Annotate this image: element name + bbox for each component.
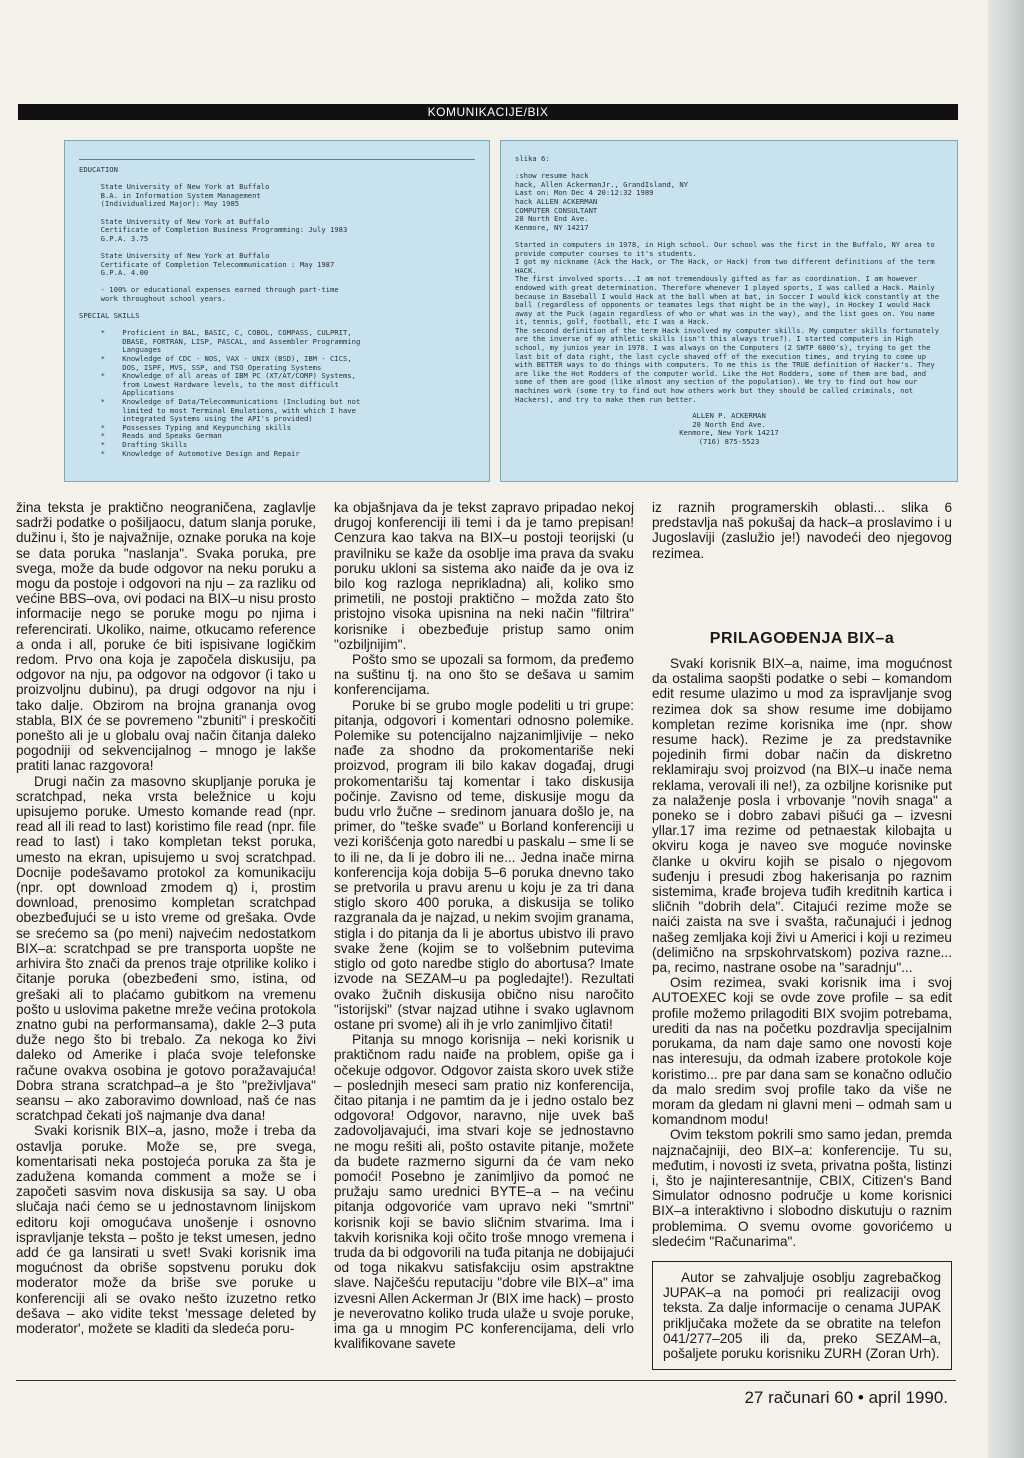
magazine-name: računari 60: [768, 1388, 854, 1407]
paragraph: Pitanja su mnogo korisnija – neki korisnik u praktičnom radu naiđe na problem, opiše ga i očekuje odgovor. Odgovor zaista skoro uvek stiže – poslednjih meseci sam pratio niz konferencija, čitao pitanja i ne pamtim da je i jedno ostalo bez odgovora! Odgovor, naravno, nije uvek baš zadovoljavajući, ima stvari koje se jednostavno ne mogu rešiti ali, pošto ostavite pitanje, možete da budete razmerno sigurni da će vam neko pomoći! Posebno je zanimljivo da pomoć ne pružaju samo urednici BYTE–a – na većinu pitanja odgovoriće vam upravo neki "smrtni" korisnik koji se bavio sličnim stvarima. Ima i takvih korisnika koji očito troše mnogo vremena i truda da bi odgovorili na tuđa pitanja ne dobijajući od toga nikakvu satisfakciju osim apstraktne slave. Najčešću reputaciju "dobre vile BIX–a" ima izvesni Allen Ackerman Jr (BIX ime hack) – prosto je neverovatno koliko truda ulaže u svoje poruke, ima ga u mnogim PC konferencijama, deli vrlo kvalifikovane savete: [334, 1032, 634, 1352]
paragraph: ka objašnjava da je tekst zapravo pripadao nekoj drugoj konferenciji ili temi i da je tamo prepisan! Cenzura kao takva na BIX–u postoji teorijski (u pravilniku se kaže da osoblje ima prava da svaku poruku ukloni sa sistema ako naiđe da je ova iz bilo kog razloga neprikladna) ali, koliko smo primetili, ne postoji praktično – možda zato što pristojno visoka upisnina na neki način "filtrira" korisnike i obezbeđuje pristup samo onim "ozbiljnijim".: [334, 500, 634, 652]
subheading: PRILAGOĐENJA BIX–a: [709, 629, 895, 647]
paragraph: Poruke bi se grubo mogle podeliti u tri grupe: pitanja, odgovori i komentari odnosno polemike. Polemike su potencijalno najzanimljivije – neko nađe za shodno da prokomentariše neki proizvod, program ili bilo kakav događaj, drugi prokomentarišu taj komentar i tako diskusija počinje. Zavisno od teme, diskusije mogu da budu vrlo žučne – sredinom januara došlo je, na primer, do "teške svađe" u Borland konferenciji u vezi korišćenja goto naredbi u paskalu – sme li se to ili ne, da li je dobro ili ne... Jedna inače mirna konferencija koja dobija 5–6 poruka dnevno tako se pretvorila u pravu arenu u koju je za tri dana stiglo skoro 400 poruka, a diskusija se toliko razgranala da je najzad, u nekim svojim granama, stigla i do pitanja da li je abortus ubistvo ili pravo svake žene (kojim se to volšebnim putevima stiglo od goto naredbe stiglo do abortusa? Imate izvode na SEZAM–u pa pogledajte!). Rezultati ovako žučnih diskusija obično nisu naročito "istorijski" (stvar najzad utihne i svako uglavnom ostane pri svome) ali ih je vrlo zanimljivo čitati!: [334, 697, 634, 1032]
paragraph: Osim rezimea, svaki korisnik ima i svoj AUTOEXEC koji se ovde zove profile – sa edit profile možemo prilagoditi BIX svojim potrebama, urediti da nas na početku pozdravlja specijalnim porukama, da nam daje samo one novosti koje nas interesuju, da odmah izabere protokole koje koristimo... pre par dana sam se konačno odlučio da malo sredim svoj profile tako da više ne moram da gledam ni glavni meni – odmah sam u komandnom modu!: [652, 975, 952, 1128]
divider: [79, 159, 475, 160]
column-3: [652, 500, 952, 1370]
figure-6-box: [500, 140, 958, 482]
resume-listing-box: [64, 140, 490, 482]
paragraph: Ovim tekstom pokrili smo samo jedan, premda najznačajniji, deo BIX–a: konferencije. Tu su, međutim, i novosti iz sveta, privatna pošta, listinzi i, što je najinteresantnije, CBIX, Citizen's Band Simulator odnosno područje u kome korisnici BIX–a interaktivno i slobodno diskutuju o raznim problemima. O svemu ovome govorićemo u sledećim "Računarima".: [652, 1127, 952, 1249]
paragraph: iz raznih programerskih oblasti... slika 6 predstavlja naš pokušaj da hack–a proslavimo i u Jugoslaviji (zaslužio je!) navodeći deo njegovog rezimea.: [652, 500, 952, 561]
section-header: KOMUNIKACIJE/BIX: [18, 104, 958, 120]
issue-date: april 1990.: [868, 1388, 948, 1407]
paragraph: Svaki korisnik BIX–a, naime, ima mogućnost da ostalima saopšti podatke o sebi – komandom edit resume ulazimo u mod za ispravljanje svog rezimea dok sa show resume ime dobijamo kompletan rezime korisnika ime (npr. show resume hack). Rezime je za predstavnike pojedinih firmi dobar način da diskretno reklamiraju svoj proizvod (na BIX–u inače nema reklama, verovali ili ne!), za ozbiljne korisnike put za nalaženje posla i vrbovanje "novih snaga" a poneko se i dobro zabavi pišući ga – izvesni yllar.17 ima rezime od petnaestak kilobajta u okviru koga je naveo sve moguće novinske članke u okviru kojih se pisalo o njegovom suđenju i presudi zbog hakerisanja po raznim sistemima, krađe brojeva tuđih kreditnih kartica i sličnih "dobrih dela". Citajući rezime može se naići zaista na sve i svašta, računajući i jednog našeg zemljaka koji živi u Americi i koji u rezimeu (delimično na srpskohrvatskom) poziva razne... pa, recimo, nastrane osobe na "saradnju"...: [652, 656, 952, 976]
paragraph: Drugi način za masovno skupljanje poruka je scratchpad, neka vrsta beležnice u koju upisujemo poruke. Umesto komande read (npr. read all ili read to last) koristimo file read (npr. file read to last) i tako kompletan tekst poruka, umesto na ekran, upisujemo u svoj scratchpad. Docnije podešavamo protokol za komunikaciju (npr. opt download zmodem q) i, prostim download, prenosimo kompletan scratchpad obezbeđujući se u isto vreme od grešaka. Ovde se srećemo sa (po meni) najvećim nedostatkom BIX–a: scratchpad se pre transporta uopšte ne arhivira što znači da prenos traje otprilike koliko i čitanje poruka (obezbeđeni smo, istina, od grešaki ali to plaćamo gubitkom na vremenu pošto u uslovima paketne mreže većina protokola znatno gubi na performansama), dakle 2–3 puta duže nego što bi trebalo. Za nekoga ko živi daleko od Amerike i plaća svoje telefonske račune ovakva osobina je gotovo poražavajuća! Dobra strana scratchpad–a je što "preživljava" seansu – ako zaboravimo download, naš će nas scratchpad čekati još najmanje dva dana!: [16, 773, 316, 1124]
figure-6-listing: slika 6: :show resume hack hack, Allen AckermanJr., GrandIsland, NY Last on: Mon Dec 4 20:12:32 1989 hack ALLEN ACKERMAN COMPUTER CONSULTANT 20 North End Ave. Kenmore, NY 14217 Started in computers in 1978, in High school. Our school was the first in the Buffalo, NY area to provide computer courses to it's students. I got my nickname (Ack the Hack, or The Hack, or Hack) from two different definitions of the term HACK. The first involved sports...I am not tremendously gifted as far as coordination. I am however endowed with great determination. Therefore whenever I played sports, I was called a Hack. Mainly because in Baseball I would Hack at the ball when at bat, in Soccer I would kick constantly at the ball (regardless of opponents or teamates legs that might be in the way), in Hockey I would Hack away at the Puck (again regardless of who or what was in the way), and the list goes on. You name it, tennis, golf, football, etc I was a Hack. The second definition of the term Hack involved my computer skills. My computer skills fortunately are the inverse of my athletic skills (isn't this always true?). I started computers in High school, my junios year in 1978. I was always on the Computers (2 SWTP 6800's), trying to get the last bit of data right, the last cycle shaved off of the execution times, and trying to come up with BETTER ways to do things with computers. To me this is the TRUE definition of Hacker's. They are like the Hot Rodders of the computer world. Like the Hot Rodders, some of them are bad, and some of them are good (like almost any section of the population). We try to find out how our machines work (some try to find out how others work but they should be called criminals, not Hackers), and try to make them run better.: [515, 154, 940, 404]
paragraph: Pošto smo se upozali sa formom, da pređemo na suštinu tj. na ono što se dešava u samim konferencijama.: [334, 652, 634, 698]
acknowledgement-text: Autor se zahvaljuje osoblju zagrebačkog JUPAK–a na pomoći pri realizaciji ovog teksta. Za dalje informacije o cenama JUPAK priključaka možete da se obratite na telefon 041/277–205 ili da, preko SEZAM–a, pošaljete poruku korisniku ZURH (Zoran Urh).: [663, 1269, 941, 1361]
page-footer: [744, 1388, 948, 1408]
column-1: [16, 500, 316, 1336]
figure-6-signature: ALLEN P. ACKERMAN 20 North End Ave. Kenmore, New York 14217 (716) 875-5523: [679, 411, 779, 446]
page-edge: [988, 0, 1024, 1458]
bullet-icon: •: [857, 1388, 864, 1407]
article-body: [16, 500, 960, 1380]
column-2: [334, 500, 634, 1351]
paragraph: žina teksta je praktično neograničena, zaglavlje sadrži podatke o pošiljaocu, datum slanja poruke, dužinu i, što je najvažnije, oznake poruka na koje se data poruka "naslanja". Svaka poruka, pre svega, može da bude odgovor na neku poruku a mogu da postoje i odgovori na nju – za razliku od većine BBS–ova, ovi podaci na BIX–u nisu prosto informacije nego se poruke mogu po njima i referencirati. Ukoliko, naime, otkucamo reference a onda i all, poruke će biti ispisivane logičkim redom. Prvo ona koja je započela diskusiju, pa odgovor na nju, pa odgovor na odgovor (i tako u proizvoljnu dubinu), pa drugi odgovor na nju i tako dalje. Obzirom na brojna grananja ovog stabla, BIX će se povremeno "zbuniti" i preskočiti ponešto ali je u globalu ovaj način čitanja daleko pogodniji od sekvencijalnog – mnogo je lakše pratiti lanac razgovora!: [16, 500, 316, 774]
page-number: 27: [744, 1388, 764, 1407]
acknowledgement-box: [652, 1261, 952, 1370]
footer-rule: [16, 1380, 956, 1381]
education-skills-listing: EDUCATION State University of New York at Buffalo B.A. in Information System Management (Individualized Major): May 1985 State University of New York at Buffalo Certificate of Completion Business Programming: July 1983 G.P.A. 3.75 State University of New York at Buffalo Certificate of Completion Telecommunication : May 1987 G.P.A. 4.00 - 100% or educational expenses earned through part-time work throughout school years. SPECIAL SKILLS * Proficient in BAL, BASIC, C, COBOL, COMPASS, CULPRIT, DBASE, FORTRAN, LISP, PASCAL, and Assembler Programming Languages * Knowledge of CDC - NOS, VAX - UNIX (BSD), IBM - CICS, DOS, ISPF, MVS, SSP, and TSO Operating Systems * Knowledge of all areas of IBM PC (XT/AT/COMP) Systems, from Lowest Hardware levels, to the most difficult Applications * Knowledge of Data/Telecommunications (Including but not limited to most Terminal Emulations, with which I have integrated Systems using the API's provided) * Possesses Typing and Keypunching skills * Reads and Speaks German * Drafting Skills * Knowledge of Automotive Design and Repair: [79, 165, 361, 458]
paragraph: Svaki korisnik BIX–a, jasno, može i treba da ostavlja poruke. Može se, pre svega, komentarisati neka postojeća poruka za šta je zadužena komanda comment a može se i započeti sasvim nova diskusija sa say. U oba slučaja naći ćemo se u jednostavnom linijskom editoru koji omogućava unošenje i osnovno ispravljanje teksta – pošto je tekst umesen, jedno add će ga lansirati u svet! Svaki korisnik ima mogućnost da obriše sopstvenu poruku dok moderator može da briše sve poruke u konferenciji ali se ovako nešto izuzetno retko dešava – ako vidite tekst 'message deleted by moderator', možete se kladiti da sledeća poru-: [16, 1123, 316, 1336]
